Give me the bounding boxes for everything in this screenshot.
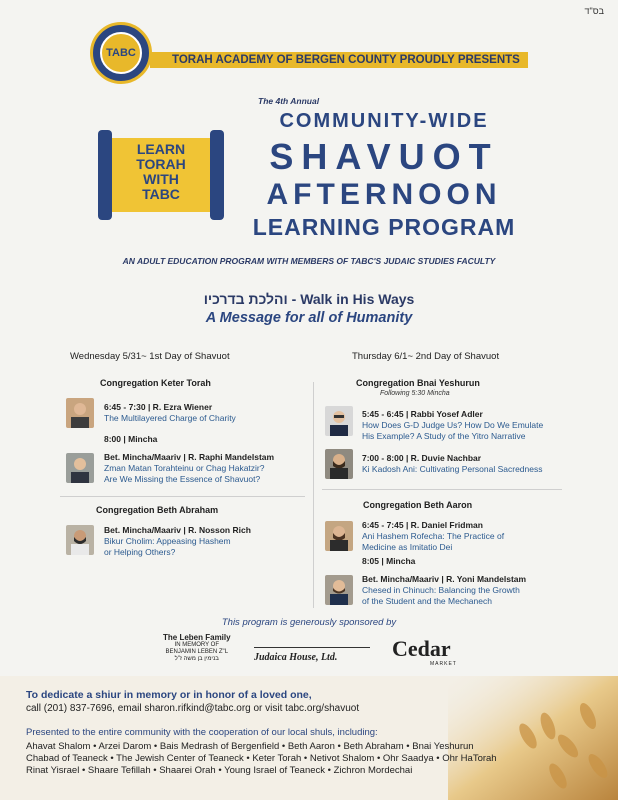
presented-line: Presented to the entire community with the cooperation of our local shuls, including: [26, 727, 378, 738]
theme-heading: והלכת בדרכיו - Walk in His Ways [203, 291, 415, 307]
day2-cong2-mincha: 8:05 | Mincha [362, 556, 416, 566]
day2-cong2-session2: Bet. Mincha/Maariv | R. Yoni Mandelstam Chesed in Chinuch: Balancing the Growth of the Student and the Mechanech [362, 574, 527, 606]
rabbi-photo [66, 453, 94, 483]
day2-cong1-name: Congregation Bnai Yeshurun [356, 378, 480, 388]
rabbi-photo [325, 521, 353, 551]
day2-cong2-session1: 6:45 - 7:45 | R. Daniel Fridman Ani Hashem Rofecha: The Practice of Medicine as Imitatio Dei [362, 520, 505, 552]
shuls-line: Ahavat Shalom • Arzei Darom • Bais Medrash of Bergenfield • Beth Aaron • Beth Abraham • Bnai Yeshurun [26, 741, 474, 752]
sponsor-judaica-house: Judaica House, Ltd. [254, 647, 370, 667]
shuls-line: Rinat Yisrael • Shaare Tefillah • Shaarei Orah • Young Israel of Teaneck • Zichron Mordechai [26, 764, 413, 776]
header-banner [150, 52, 528, 68]
dedication-contact: call (201) 837-7696, email sharon.rifkind@tabc.org or visit tabc.org/shavuot [26, 703, 360, 714]
sponsor-note: This program is generously sponsored by [221, 617, 397, 628]
day2-cong2-name: Congregation Beth Aaron [363, 500, 473, 510]
sponsor-cedar-sub: MARKET [430, 661, 457, 667]
title-line-3: AFTERNOON [266, 178, 502, 211]
day1-heading: Wednesday 5/31~ 1st Day of Shavuot [70, 351, 230, 362]
learn-torah-scroll-logo [96, 124, 226, 226]
sponsor-leben-family: The Leben Family IN MEMORY OF BENJAMIN LEBEN Z"L בנימין בן משה ז"ל [163, 633, 231, 662]
day2-heading: Thursday 6/1~ 2nd Day of Shavuot [352, 351, 500, 362]
bsd-mark: בס"ד [584, 6, 604, 16]
title-line-1: COMMUNITY-WIDE [279, 110, 489, 132]
rabbi-photo [325, 406, 353, 436]
day2-cong1-session2: 7:00 - 8:00 | R. Duvie Nachbar Ki Kadosh Ani: Cultivating Personal Sacredness [362, 453, 543, 474]
tabc-seal-logo [90, 22, 152, 84]
header-banner-text: TORAH ACADEMY OF BERGEN COUNTY PROUDLY PRESENTS [172, 54, 520, 66]
rabbi-photo [66, 398, 94, 428]
annual-label: The 4th Annual [258, 96, 320, 106]
rabbi-photo [325, 575, 353, 605]
column-divider [313, 382, 314, 608]
shuls-line: Chabad of Teaneck • The Jewish Center of Teaneck • Keter Torah • Netivot Shalom • Ohr Saadya • Ohr HaTorah [26, 752, 497, 764]
rabbi-photo [66, 525, 94, 555]
sponsor-cedar-logo: Cedar [392, 636, 451, 661]
day1-cong1-session1: 6:45 - 7:30 | R. Ezra Wiener The Multilayered Charge of Charity [104, 402, 236, 423]
program-subtitle: AN ADULT EDUCATION PROGRAM WITH MEMBERS OF TABC'S JUDAIC STUDIES FACULTY [122, 256, 496, 266]
rabbi-photo [325, 449, 353, 479]
day1-cong2-name: Congregation Beth Abraham [96, 505, 219, 515]
day1-cong1-session2: Bet. Mincha/Maariv | R. Raphi Mandelstam Zman Matan Torahteinu or Chag Hakatzir? Are We Missing the Essence of Shavuot? [104, 452, 275, 484]
section-divider [322, 489, 562, 490]
title-line-2: SHAVUOT [269, 136, 499, 177]
theme-tagline: A Message for all of Humanity [205, 310, 413, 326]
day1-cong1-mincha: 8:00 | Mincha [104, 434, 158, 444]
day2-cong1-session1: 5:45 - 6:45 | Rabbi Yosef Adler How Does G-D Judge Us? How Do We Emulate His Example? A Study of the Yitro Narrative [362, 409, 544, 441]
section-divider [60, 496, 305, 497]
shuls-list [26, 741, 497, 776]
day1-cong2-session1: Bet. Mincha/Maariv | R. Nosson Rich Bikur Cholim: Appeasing Hashem or Helping Others? [104, 525, 251, 557]
seal-text: TABC [106, 47, 136, 59]
day1-cong1-name: Congregation Keter Torah [100, 378, 211, 388]
scroll-logo-text: LEARN TORAH WITH TABC [136, 141, 186, 202]
title-line-4: LEARNING PROGRAM [252, 214, 516, 240]
wheat-image [448, 676, 618, 800]
dedication-heading: To dedicate a shiur in memory or in honor of a loved one, [26, 689, 312, 701]
day2-cong1-note: Following 5:30 Mincha [380, 390, 450, 397]
